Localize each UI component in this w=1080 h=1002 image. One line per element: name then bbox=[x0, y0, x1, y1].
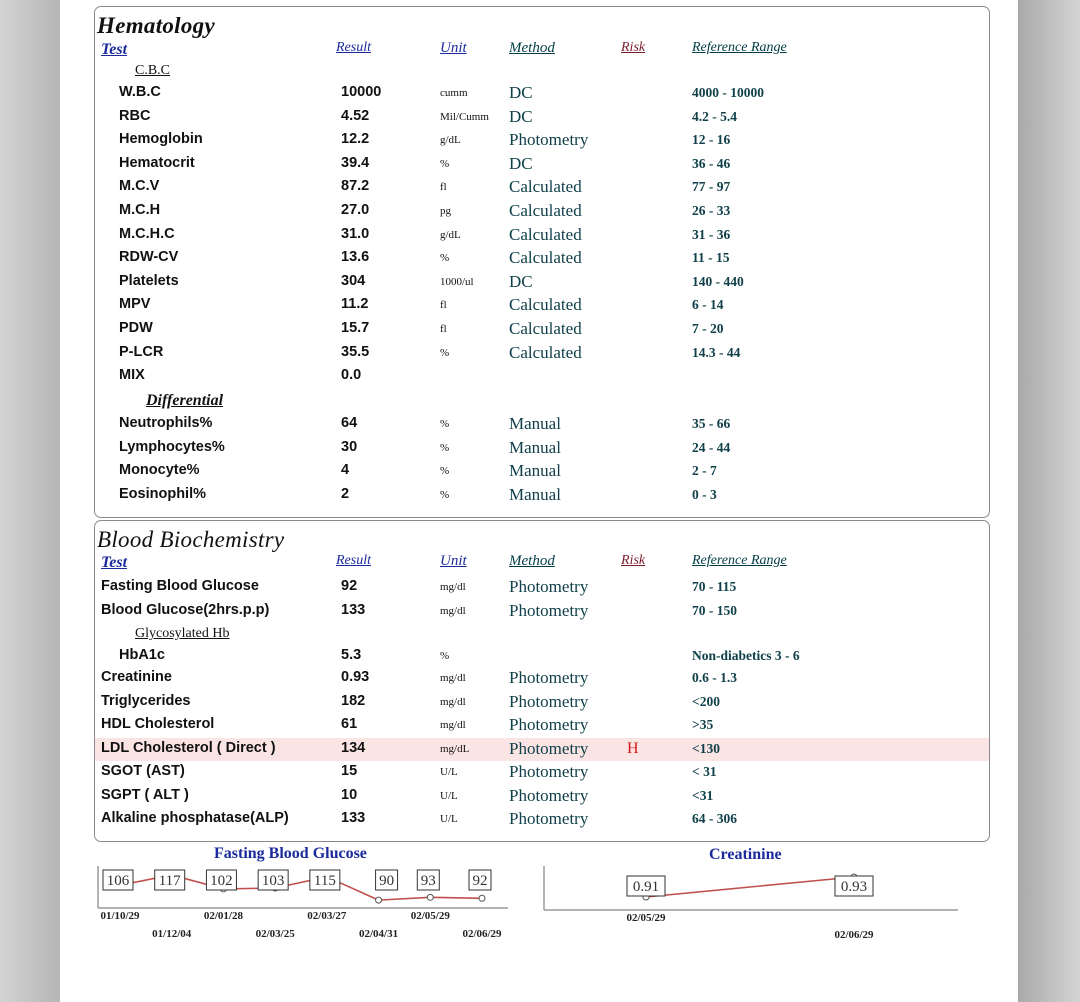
table-row bbox=[95, 342, 989, 365]
chart-data-label: 0.93 bbox=[840, 879, 868, 895]
table-row bbox=[95, 761, 989, 784]
test-reference: 4.2 - 5.4 bbox=[692, 108, 737, 124]
test-unit: fl bbox=[440, 299, 447, 312]
test-result: 133 bbox=[341, 601, 366, 618]
test-result: 61 bbox=[341, 716, 358, 732]
test-reference: 12 - 16 bbox=[692, 132, 731, 148]
test-name: P-LCR bbox=[119, 343, 164, 360]
test-result: 10 bbox=[341, 786, 358, 803]
test-unit: mg/dl bbox=[440, 719, 466, 731]
table-row bbox=[95, 294, 989, 317]
test-name: Lymphocytes% bbox=[119, 438, 225, 455]
chart-data-label: 117 bbox=[158, 873, 181, 889]
test-unit: cumm bbox=[440, 87, 468, 99]
test-reference: 26 - 33 bbox=[692, 203, 731, 218]
test-method: Photometry bbox=[509, 691, 589, 711]
chart-data-label: 103 bbox=[261, 873, 285, 889]
table-row bbox=[95, 318, 989, 341]
test-method: Photometry bbox=[509, 668, 589, 687]
test-name: M.C.H bbox=[119, 202, 161, 218]
test-result: 27.0 bbox=[341, 202, 370, 218]
test-unit: % bbox=[440, 441, 450, 454]
test-result: 15.7 bbox=[341, 320, 370, 336]
viewer-left-margin bbox=[0, 0, 60, 1002]
table-row bbox=[95, 645, 989, 668]
test-reference: 4000 - 10000 bbox=[692, 85, 764, 100]
test-unit: fl bbox=[440, 181, 447, 194]
test-result: 13.6 bbox=[341, 249, 370, 266]
chart-tick-label: 02/05/29 bbox=[626, 912, 666, 924]
chart-data-label: 93 bbox=[420, 873, 436, 889]
test-result: 133 bbox=[341, 810, 366, 826]
header-risk: Risk bbox=[621, 40, 646, 55]
chart-tick-label: 01/10/29 bbox=[100, 910, 140, 922]
test-reference: <31 bbox=[692, 787, 714, 803]
header-risk: Risk bbox=[621, 553, 646, 568]
chart-data-label: 92 bbox=[472, 873, 488, 889]
test-result: 4 bbox=[341, 462, 350, 479]
test-reference: 70 - 115 bbox=[692, 579, 737, 594]
header-method: Method bbox=[509, 553, 555, 569]
test-unit: mg/dl bbox=[440, 672, 466, 684]
glucose-chart-title: Fasting Blood Glucose bbox=[214, 845, 367, 862]
header-test: Test bbox=[101, 554, 128, 571]
table-row bbox=[95, 365, 989, 388]
test-name: MIX bbox=[119, 367, 145, 384]
test-name: Blood Glucose(2hrs.p.p) bbox=[101, 601, 270, 618]
header-reference: Reference Range bbox=[692, 40, 787, 55]
table-row bbox=[95, 247, 989, 270]
test-method: Calculated bbox=[509, 295, 582, 315]
test-name: Neutrophils% bbox=[119, 415, 213, 431]
test-unit: % bbox=[440, 650, 450, 662]
test-method: Photometry bbox=[509, 600, 589, 620]
test-result: 64 bbox=[341, 415, 358, 431]
viewer-right-margin bbox=[1018, 0, 1080, 1002]
test-result: 4.52 bbox=[341, 107, 370, 124]
header-unit: Unit bbox=[440, 553, 467, 569]
table-row bbox=[95, 738, 989, 761]
table-row bbox=[95, 714, 989, 737]
test-result: 12.2 bbox=[341, 131, 370, 148]
chart-tick-label: 02/03/27 bbox=[307, 910, 347, 922]
test-name: Hematocrit bbox=[119, 154, 195, 171]
test-result: 39.4 bbox=[341, 154, 370, 171]
test-name: SGOT (AST) bbox=[101, 763, 185, 779]
header-reference: Reference Range bbox=[692, 553, 787, 568]
test-unit: U/L bbox=[440, 789, 458, 802]
test-result: 15 bbox=[341, 763, 358, 779]
test-reference: 7 - 20 bbox=[692, 321, 724, 336]
table-row bbox=[95, 460, 989, 483]
chart-series-line bbox=[646, 877, 854, 897]
test-reference: <130 bbox=[692, 740, 720, 756]
test-unit: % bbox=[440, 157, 450, 170]
test-method: Calculated bbox=[509, 177, 582, 197]
test-unit: 1000/ul bbox=[440, 275, 474, 288]
test-reference: 64 - 306 bbox=[692, 811, 737, 826]
hematology-title: Hematology bbox=[97, 13, 215, 38]
chart-tick-label: 02/05/29 bbox=[410, 910, 450, 922]
test-method: Photometry bbox=[509, 785, 589, 805]
hematology-section bbox=[94, 6, 990, 518]
table-row bbox=[95, 785, 989, 808]
test-result: 31.0 bbox=[341, 225, 370, 242]
test-unit: U/L bbox=[440, 766, 458, 778]
test-unit: pg bbox=[440, 205, 451, 217]
header-test: Test bbox=[101, 41, 128, 58]
chart-data-label: 106 bbox=[106, 873, 130, 889]
test-method: Photometry bbox=[509, 762, 589, 781]
biochemistry-section bbox=[94, 520, 990, 842]
test-reference: 36 - 46 bbox=[692, 155, 731, 171]
chart-data-label: 115 bbox=[313, 873, 336, 889]
test-name: W.B.C bbox=[119, 84, 161, 100]
test-reference: 77 - 97 bbox=[692, 179, 731, 195]
test-method: DC bbox=[509, 83, 533, 102]
test-reference: <200 bbox=[692, 693, 720, 709]
table-row bbox=[95, 176, 989, 199]
test-reference: 0.6 - 1.3 bbox=[692, 670, 737, 685]
test-method: Manual bbox=[509, 414, 561, 433]
test-method: Calculated bbox=[509, 224, 582, 244]
test-method: Calculated bbox=[509, 248, 582, 268]
test-method: DC bbox=[509, 153, 533, 173]
table-row bbox=[95, 82, 989, 105]
test-name: Creatinine bbox=[101, 669, 172, 685]
test-result: 11.2 bbox=[341, 296, 369, 313]
test-result: 30 bbox=[341, 438, 358, 455]
test-method: Photometry bbox=[509, 809, 589, 828]
test-name: Monocyte% bbox=[119, 462, 200, 479]
test-result: 0.93 bbox=[341, 669, 370, 685]
test-unit: U/L bbox=[440, 813, 458, 825]
test-risk: H bbox=[627, 739, 639, 757]
test-method: Manual bbox=[509, 461, 561, 481]
chart-tick-label: 02/06/29 bbox=[834, 929, 874, 941]
chart-point bbox=[427, 894, 433, 900]
table-row bbox=[95, 437, 989, 460]
test-unit: mg/dL bbox=[440, 742, 470, 755]
chart-tick-label: 02/03/25 bbox=[255, 928, 295, 940]
test-result: 35.5 bbox=[341, 343, 370, 360]
group-cbc: C.B.C bbox=[135, 63, 171, 78]
table-row bbox=[95, 106, 989, 129]
test-method: Photometry bbox=[509, 130, 589, 150]
chart-tick-label: 01/12/04 bbox=[152, 928, 192, 940]
test-name: SGPT ( ALT ) bbox=[101, 786, 189, 803]
chart-tick-label: 02/04/31 bbox=[359, 928, 399, 940]
test-name: Eosinophil% bbox=[119, 485, 206, 502]
test-reference: 31 - 36 bbox=[692, 226, 731, 242]
test-unit: fl bbox=[440, 323, 447, 335]
test-method: Photometry bbox=[509, 577, 589, 596]
test-reference: 35 - 66 bbox=[692, 416, 731, 431]
test-unit: mg/dl bbox=[440, 604, 466, 617]
table-row bbox=[95, 691, 989, 714]
table-row bbox=[95, 600, 989, 623]
test-result: 134 bbox=[341, 739, 366, 756]
chart-tick-label: 02/01/28 bbox=[203, 910, 243, 922]
test-unit: g/dL bbox=[440, 134, 461, 147]
test-unit: mg/dl bbox=[440, 695, 466, 708]
test-reference: 140 - 440 bbox=[692, 273, 744, 289]
test-name: Alkaline phosphatase(ALP) bbox=[101, 810, 289, 826]
test-unit: % bbox=[440, 418, 450, 430]
test-reference: 2 - 7 bbox=[692, 463, 717, 479]
table-row bbox=[95, 576, 989, 599]
group-glycosylated-hb: Glycosylated Hb bbox=[135, 626, 230, 641]
table-row bbox=[95, 129, 989, 152]
test-method: Calculated bbox=[509, 319, 582, 338]
table-row bbox=[95, 200, 989, 223]
test-unit: Mil/Cumm bbox=[440, 110, 489, 123]
test-result: 0.0 bbox=[341, 367, 362, 384]
group-differential: Differential bbox=[146, 392, 224, 409]
test-name: M.C.V bbox=[119, 178, 160, 195]
creatinine-chart-title: Creatinine bbox=[709, 846, 782, 863]
test-method: Photometry bbox=[509, 738, 589, 758]
test-reference: 11 - 15 bbox=[692, 250, 730, 266]
test-result: 87.2 bbox=[341, 178, 370, 195]
header-result: Result bbox=[336, 40, 371, 55]
test-result: 2 bbox=[341, 485, 350, 502]
test-name: M.C.H.C bbox=[119, 225, 175, 242]
creatinine-chart bbox=[536, 866, 966, 946]
table-row bbox=[95, 271, 989, 294]
test-unit: mg/dl bbox=[440, 581, 466, 593]
test-name: Hemoglobin bbox=[119, 131, 203, 148]
table-row bbox=[95, 224, 989, 247]
table-row bbox=[95, 808, 989, 831]
test-result: 304 bbox=[341, 272, 366, 289]
test-reference: < 31 bbox=[692, 764, 717, 779]
test-unit: g/dL bbox=[440, 228, 461, 241]
test-name: Platelets bbox=[119, 272, 179, 289]
test-unit: % bbox=[440, 488, 450, 501]
test-unit: % bbox=[440, 252, 450, 265]
test-reference: 24 - 44 bbox=[692, 439, 731, 455]
chart-data-label: 90 bbox=[379, 873, 395, 889]
test-result: 182 bbox=[341, 692, 366, 709]
test-unit: % bbox=[440, 465, 450, 478]
header-method: Method bbox=[509, 40, 555, 56]
biochemistry-title: Blood Biochemistry bbox=[97, 527, 285, 552]
header-unit: Unit bbox=[440, 40, 467, 56]
chart-data-label: 0.91 bbox=[632, 879, 660, 895]
chart-tick-label: 02/06/29 bbox=[462, 928, 502, 940]
test-name: Triglycerides bbox=[101, 692, 191, 709]
test-result: 92 bbox=[341, 578, 358, 594]
test-name: HDL Cholesterol bbox=[101, 716, 215, 732]
test-reference: 14.3 - 44 bbox=[692, 344, 741, 360]
table-row bbox=[95, 413, 989, 436]
test-method: Calculated bbox=[509, 342, 582, 362]
test-method: DC bbox=[509, 271, 533, 291]
table-row bbox=[95, 153, 989, 176]
test-name: MPV bbox=[119, 296, 151, 313]
test-method: Calculated bbox=[509, 201, 582, 220]
test-unit: % bbox=[440, 346, 450, 359]
test-name: HbA1c bbox=[119, 647, 165, 663]
test-result: 5.3 bbox=[341, 647, 362, 663]
test-reference: 0 - 3 bbox=[692, 486, 717, 502]
chart-point bbox=[479, 895, 485, 901]
test-name: LDL Cholesterol ( Direct ) bbox=[101, 739, 276, 756]
test-method: Manual bbox=[509, 484, 561, 504]
test-method: DC bbox=[509, 106, 533, 126]
test-reference: 6 - 14 bbox=[692, 297, 724, 313]
header-result: Result bbox=[336, 553, 371, 568]
test-reference: >35 bbox=[692, 717, 714, 732]
test-name: Fasting Blood Glucose bbox=[101, 578, 259, 594]
test-method: Manual bbox=[509, 437, 561, 457]
test-name: PDW bbox=[119, 320, 153, 336]
test-result: 10000 bbox=[341, 84, 382, 100]
test-method: Photometry bbox=[509, 715, 589, 734]
test-reference: 70 - 150 bbox=[692, 602, 737, 618]
test-name: RBC bbox=[119, 107, 151, 124]
test-reference: Non-diabetics 3 - 6 bbox=[692, 648, 800, 663]
chart-data-label: 102 bbox=[210, 873, 233, 889]
chart-point bbox=[376, 897, 382, 903]
table-row bbox=[95, 667, 989, 690]
test-name: RDW-CV bbox=[119, 249, 179, 266]
table-row bbox=[95, 484, 989, 507]
glucose-chart bbox=[90, 866, 520, 946]
